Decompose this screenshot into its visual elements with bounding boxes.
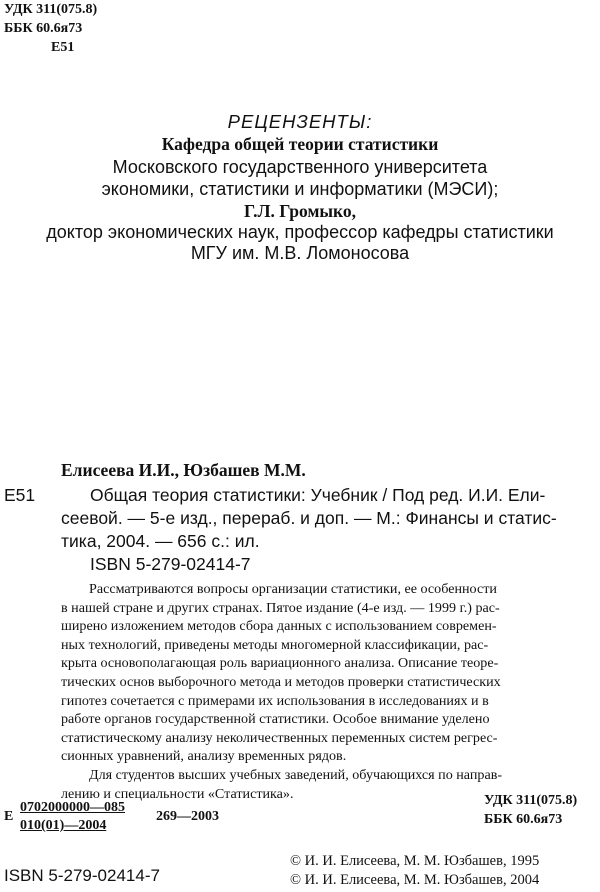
record-authors: Елисеева И.И., Юзбашев М.М. [61, 460, 306, 480]
copyright-line-2: © И. И. Елисеева, М. М. Юзбашев, 2004 [290, 872, 540, 888]
audience-line: лению и специальности «Статистика». [61, 785, 294, 802]
annotation-line: тических основ выборочного метода и методов проверки статистических [61, 673, 501, 690]
reviewer-university-line2: экономики, статистики и информатики (МЭСИ); [101, 179, 499, 199]
reviewer-department: Кафедра общей теории статистики [161, 134, 439, 154]
record-isbn: ISBN 5-279-02414-7 [90, 554, 251, 574]
annotation-line: ных технологий, приведены методы многомерной классификации, рас- [61, 636, 489, 653]
annotation-line: крыта основополагающая роль вариационного анализа. Описание теоре- [61, 655, 499, 672]
footer-number-top: 0702000000—085 [20, 800, 125, 815]
footer-number-bottom: 010(01)—2004 [20, 818, 107, 833]
record-line-3: тика, 2004. — 656 с.: ил. [61, 531, 260, 551]
annotation-line: Рассматриваются вопросы организации статистики, ее особенности [89, 581, 497, 597]
record-line-1: Общая теория статистики: Учебник / Под ред. И.И. Ели- [90, 485, 546, 505]
footer-bbk: ББК 60.6я73 [484, 812, 563, 827]
annotation-line: статистическому анализу неколичественных переменных систем регрес- [61, 729, 498, 746]
reviewer-person: Г.Л. Громыко, [243, 201, 357, 221]
annotation-paragraph [61, 580, 591, 766]
reviewer-person-title-line2: МГУ им. М.В. Ломоносова [190, 243, 410, 263]
reviewer-person-title-line1: доктор экономических наук, профессор кафедры статистики [46, 222, 554, 242]
footer-isbn: ISBN 5-279-02414-7 [4, 866, 160, 885]
reviewer-university-line1: Московского государственного университета [112, 157, 488, 177]
reviewers-heading: РЕЦЕНЗЕНТЫ: [227, 111, 373, 132]
annotation-line: гипотез сочетается с примерами их использования в исследованиях и в [61, 692, 489, 709]
audience-line: Для студентов высших учебных заведений, обучающихся по направ- [89, 767, 503, 783]
footer-letter: Е [4, 809, 14, 824]
footer-udk: УДК 311(075.8) [484, 793, 578, 808]
author-mark: Е51 [51, 40, 75, 55]
record-line-2: сеевой. — 5-е изд., перераб. и доп. — М.: Финансы и статис- [61, 508, 557, 528]
record-author-mark: Е51 [4, 485, 36, 505]
annotation-line: работе органов государственной статистики. Особое внимание уделено [61, 711, 490, 728]
annotation-line: в нашей стране и других странах. Пятое издание (4-е изд. — 1999 г.) рас- [61, 599, 500, 616]
udk-code: УДК 311(075.8) [4, 2, 98, 17]
footer-range: 269—2003 [156, 809, 219, 824]
copyright-line-1: © И. И. Елисеева, М. М. Юзбашев, 1995 [290, 853, 540, 869]
annotation-line: сионных уравнений, анализу временных рядов. [61, 748, 347, 765]
annotation-line: ширено изложением методов сбора данных с использованием современ- [61, 618, 497, 635]
bbk-code: ББК 60.6я73 [4, 21, 83, 36]
